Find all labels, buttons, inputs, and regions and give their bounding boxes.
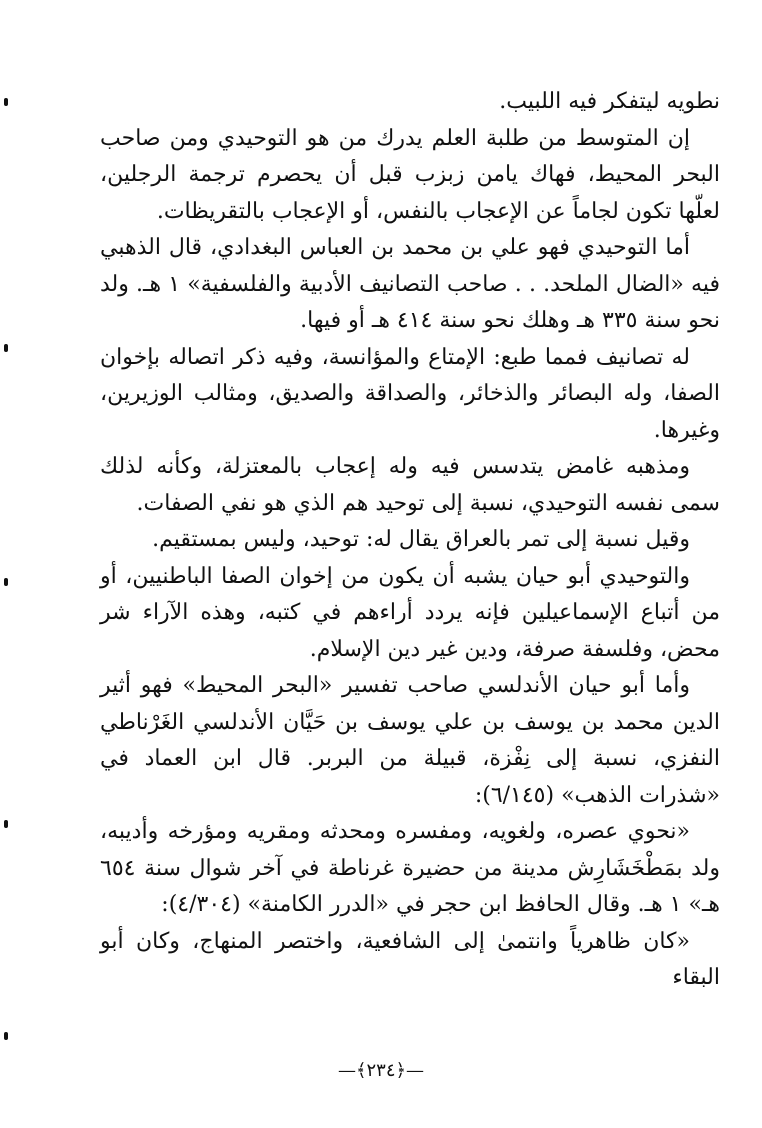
paragraph: «نحوي عصره، ولغويه، ومفسره ومحدثه ومقريه ومؤرخه وأديبه، ولد بمَطْخَشَارِش مدينة من حضيرة غرناطة في آخر شوال سنة ٦٥٤ هـ» ١ هـ. وقال الحافظ ابن حجر في «الدرر الكامنة» (٤/٣٠٤): (100, 819, 720, 917)
paragraph: أما التوحيدي فهو علي بن محمد بن العباس البغدادي، قال الذهبي فيه «الضال الملحد. . . صاحب التصانيف الأدبية والفلسفية» ١ هـ. ولد نحو سنة ٣٣٥ هـ وهلك نحو سنة ٤١٤ هـ أو فيها. (100, 235, 720, 333)
paragraph: وقيل نسبة إلى تمر بالعراق يقال له: توحيد، وليس بمستقيم. (152, 527, 690, 552)
paragraph: وأما أبو حيان الأندلسي صاحب تفسير «البحر المحيط» فهو أثير الدين محمد بن يوسف بن علي يوسف بن حَيَّان الأندلسي الغَرْناطي النفزي، نسبة إلى نِفْزة، قبيلة من البربر. قال ابن العماد في «شذرات الذهب» (٦/١٤٥): (100, 673, 720, 808)
paragraph: له تصانيف فمما طبع: الإمتاع والمؤانسة، وفيه ذكر اتصاله بإخوان الصفا، وله البصائر والذخائر، والصداقة والصديق، ومثالب الوزيرين، وغيرها. (100, 344, 720, 443)
margin-mark (4, 98, 8, 106)
margin-mark (4, 820, 8, 828)
paragraph: والتوحيدي أبو حيان يشبه أن يكون من إخوان الصفا الباطنيين، أو من أتباع الإسماعيلين فإنه يردد أراءهم في كتبه، وهذه الآراء شر محض، وفلسفة صرفة، ودين غير دين الإسلام. (100, 563, 720, 662)
margin-mark (4, 1032, 8, 1040)
paragraph: ومذهبه غامض يتدسس فيه وله إعجاب بالمعتزلة، وكأنه لذلك سمى نفسه التوحيدي، نسبة إلى توحيد هم الذي هو نفي الصفات. (100, 454, 720, 516)
paragraph: نطويه ليتفكر فيه اللبيب. (499, 89, 720, 114)
page-body (100, 84, 720, 997)
margin-mark (4, 578, 8, 586)
paragraph: إن المتوسط من طلبة العلم يدرك من هو التوحيدي ومن صاحب البحر المحيط، فهاك يامن زبزب قبل أن يحصرم ترجمة الرجلين، لعلّها تكون لجاماً عن الإعجاب بالنفس، أو الإعجاب بالتقريظات. (100, 125, 720, 224)
paragraph: «كان ظاهرياً وانتمىٰ إلى الشافعية، واختصر المنهاج، وكان أبو البقاء (100, 928, 720, 990)
page-number: —﴿٢٣٤﴾— (337, 1060, 425, 1081)
margin-mark (4, 344, 8, 352)
